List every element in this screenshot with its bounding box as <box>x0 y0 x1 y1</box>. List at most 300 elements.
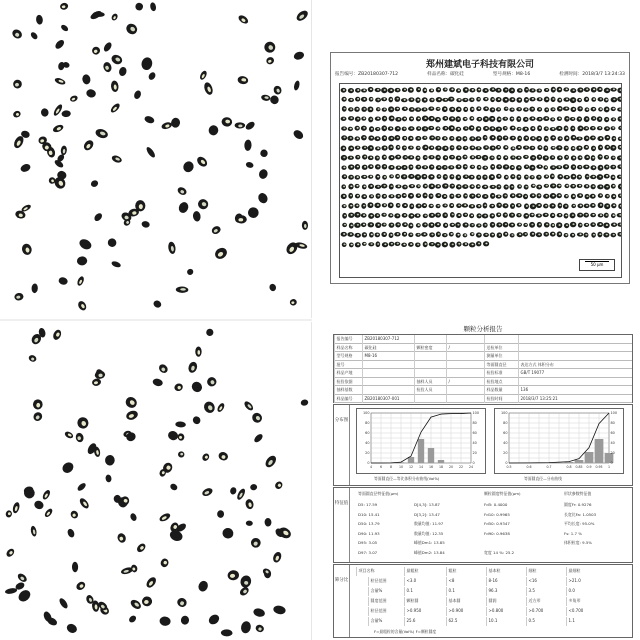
grain <box>449 136 454 141</box>
feature-value: 平均长度: 95.0% <box>564 521 595 526</box>
grain <box>611 184 616 189</box>
grain <box>557 117 562 121</box>
grain <box>469 193 475 198</box>
grain <box>469 88 475 92</box>
grain <box>537 97 543 101</box>
grain <box>577 125 583 131</box>
grain <box>591 87 597 93</box>
grain <box>402 185 408 190</box>
feature-value: 宽度 14 %: 25.2 <box>484 549 515 555</box>
extra-cell: >0.800 <box>486 607 526 616</box>
extra-cell: 圆度范围 <box>368 597 408 606</box>
grain <box>483 97 489 101</box>
info-cell: 检验标准 <box>484 369 518 378</box>
y-tick-label: 100 <box>501 411 508 416</box>
grain <box>402 88 407 92</box>
grain <box>448 97 454 102</box>
grain <box>604 213 609 218</box>
grain <box>416 184 421 188</box>
grain <box>604 155 609 159</box>
sample-name: 样品名称：碳化硅 <box>427 72 464 77</box>
grain <box>530 126 535 131</box>
extra-cell: 含量% <box>368 617 408 626</box>
grain <box>618 145 622 150</box>
info-cell: 136 <box>518 386 634 395</box>
bar <box>585 452 594 463</box>
x-tick-label: 0.9 <box>586 465 592 469</box>
grain <box>449 174 454 179</box>
extra-cell: 0.5 <box>526 617 566 626</box>
grain <box>577 204 583 209</box>
grain <box>597 174 604 180</box>
grain <box>618 193 622 197</box>
grain <box>543 204 548 209</box>
grain <box>564 126 569 132</box>
grain <box>610 145 616 151</box>
extra-cell: 10.1 <box>486 617 526 626</box>
grain <box>584 223 589 227</box>
grain <box>409 184 415 188</box>
grain <box>483 222 488 227</box>
grain <box>510 193 516 198</box>
grain <box>456 145 462 150</box>
grain <box>563 106 570 110</box>
grain <box>584 116 590 122</box>
grain <box>503 212 508 217</box>
grain <box>355 88 361 93</box>
grain <box>422 136 427 140</box>
grain <box>604 203 610 209</box>
grain <box>455 127 461 132</box>
particle-analysis-report <box>333 322 633 640</box>
grain <box>388 126 394 131</box>
grain <box>529 116 535 120</box>
grain <box>442 146 449 152</box>
grain <box>449 194 454 199</box>
grain <box>395 135 401 141</box>
grain <box>577 193 583 198</box>
grain <box>496 202 502 208</box>
micrograph-frame <box>0 0 312 318</box>
grain <box>597 222 603 227</box>
grain <box>516 203 522 207</box>
grain <box>355 97 360 102</box>
grain <box>349 223 354 229</box>
grain <box>576 145 582 150</box>
grain <box>516 116 521 122</box>
grain <box>571 107 577 112</box>
grain <box>489 126 495 131</box>
grain <box>463 126 469 131</box>
grain <box>591 107 597 112</box>
grain <box>618 137 622 141</box>
grain <box>544 96 550 102</box>
extra-cell: <0.700 <box>566 607 606 616</box>
grain <box>529 106 535 111</box>
grain <box>470 165 475 169</box>
grain <box>476 194 481 199</box>
feature-value: 峰值Dm1: 13.85 <box>414 540 445 545</box>
grain <box>368 164 374 169</box>
x-tick-label: 0.7 <box>546 465 552 469</box>
grain <box>422 203 427 208</box>
info-cell: 送检单位 <box>484 344 518 353</box>
grain <box>443 223 448 228</box>
grain <box>463 193 468 199</box>
grain <box>381 213 386 217</box>
grain <box>604 117 609 122</box>
grain <box>416 146 421 151</box>
grain <box>436 232 441 238</box>
grain <box>604 126 610 131</box>
feature-value: D[3,2]: 13.47 <box>414 511 440 517</box>
grain <box>449 107 455 112</box>
grain <box>516 213 521 217</box>
feature-value: Fd90: 0.9638 <box>484 530 510 536</box>
grain <box>610 88 616 92</box>
grain <box>355 155 360 160</box>
grain <box>347 136 353 141</box>
y2-tick-label: 80 <box>472 421 477 426</box>
extra-cell: 3.5 <box>526 587 566 596</box>
grain <box>570 126 575 132</box>
grain <box>442 126 448 131</box>
scale-bar: 50 μm <box>579 259 615 271</box>
grain <box>435 126 440 130</box>
grain <box>530 136 536 141</box>
grain <box>342 242 347 247</box>
grain <box>590 135 596 140</box>
grain <box>496 145 501 150</box>
grain <box>591 146 596 152</box>
grain <box>611 156 616 161</box>
report-meta <box>335 71 625 81</box>
grain <box>591 116 597 121</box>
grain <box>456 174 462 180</box>
grain <box>550 183 556 188</box>
grain <box>537 89 542 93</box>
grain <box>611 175 616 181</box>
grain <box>523 146 529 150</box>
grain <box>489 156 494 161</box>
grain <box>475 136 481 141</box>
x-tick-label: 0.6 <box>526 465 532 469</box>
grain <box>442 233 448 237</box>
grain <box>355 194 360 199</box>
grain <box>517 127 522 131</box>
grain <box>503 135 509 140</box>
grain-grid-svg <box>340 84 622 278</box>
grain <box>490 97 495 102</box>
grain <box>354 107 360 112</box>
grain <box>550 165 556 170</box>
grain <box>591 97 596 102</box>
grain <box>497 232 503 238</box>
grain <box>361 175 367 179</box>
info-row <box>334 395 632 404</box>
grain <box>456 136 462 141</box>
grain <box>368 175 373 179</box>
grain <box>578 223 583 228</box>
grain <box>503 145 508 150</box>
grain <box>409 107 415 112</box>
grain <box>416 116 421 121</box>
grain <box>611 126 616 130</box>
grain <box>503 164 510 169</box>
x-tick-label: 8 <box>389 465 393 469</box>
grain <box>524 174 529 179</box>
grain <box>428 106 434 111</box>
info-cell <box>446 369 484 378</box>
grain <box>543 232 549 237</box>
x-tick-label: 22 <box>458 465 464 469</box>
grain <box>583 126 589 131</box>
grain <box>570 184 576 189</box>
x-tick-label: 10 <box>398 465 404 469</box>
grain <box>416 223 421 227</box>
grain <box>584 87 590 92</box>
grain <box>503 222 509 228</box>
grain <box>368 184 374 189</box>
grain <box>570 97 576 103</box>
grain <box>435 117 441 122</box>
extra-cell: <16 <box>526 577 566 586</box>
extra-cell: 1.1 <box>566 617 606 626</box>
grain <box>618 126 622 130</box>
grain <box>402 116 407 121</box>
info-cell: 等面圆直径 <box>484 361 518 370</box>
grain <box>355 126 360 131</box>
grain <box>442 242 448 248</box>
feature-value: 峰值Dm2: 13.84 <box>414 549 445 555</box>
grain <box>577 116 582 121</box>
extra-header-cell: 粗粒 <box>446 567 486 576</box>
y-tick-label: 20 <box>503 451 508 456</box>
info-cell: 检验依据 <box>334 378 362 387</box>
grain <box>463 213 468 218</box>
grain <box>422 126 429 131</box>
info-cell: 样品编号 <box>334 395 362 404</box>
company-name: 郑州建斌电子科技有限公司 <box>425 60 534 70</box>
extra-cell: 0.0 <box>566 587 606 596</box>
grain <box>401 98 408 102</box>
x-tick-label: 6 <box>379 465 383 469</box>
grain <box>463 146 469 150</box>
grain <box>450 223 456 227</box>
grain <box>590 165 596 170</box>
grain <box>388 194 394 198</box>
info-cell: 碳化硅 <box>362 344 414 353</box>
info-cell <box>518 352 634 361</box>
grain <box>348 203 353 209</box>
grain <box>401 243 407 247</box>
extra-header-cell: 最粗粒 <box>404 567 444 576</box>
grain <box>618 184 622 190</box>
grain <box>570 222 576 228</box>
grain <box>577 98 582 102</box>
grain <box>381 232 387 237</box>
extra-cell: 近方形 <box>526 597 566 606</box>
grain <box>361 97 367 102</box>
grain <box>415 97 420 103</box>
grain <box>503 155 508 160</box>
y-tick-label: 20 <box>365 451 370 456</box>
grain <box>448 165 454 169</box>
info-cell: 报告编号 <box>334 335 362 344</box>
grain <box>375 127 381 131</box>
grain <box>436 107 441 111</box>
y2-tick-label: 0 <box>472 461 475 466</box>
grain <box>516 107 522 111</box>
grain <box>477 87 482 92</box>
y2-tick-label: 20 <box>472 451 477 456</box>
grain <box>469 136 475 141</box>
bar <box>448 463 454 464</box>
grain <box>550 127 556 131</box>
feature-value: Fd10: 0.9965 <box>484 511 510 517</box>
y-tick-label: 40 <box>365 441 370 446</box>
info-cell: GB/T 19077 <box>518 369 634 378</box>
grain <box>375 98 381 103</box>
grain <box>395 242 401 246</box>
grain <box>529 222 535 228</box>
grain <box>388 88 394 93</box>
grain <box>408 223 413 229</box>
info-cell: ZB20180307-712 <box>362 335 414 344</box>
grain <box>354 212 361 218</box>
grain <box>375 164 381 169</box>
x-tick-label: 24 <box>468 465 474 469</box>
grain <box>496 174 501 179</box>
grain <box>476 213 481 218</box>
x-tick-label: 4 <box>369 465 373 469</box>
grain <box>617 164 622 169</box>
grain <box>578 155 583 160</box>
grain <box>564 213 569 218</box>
y-tick-label: 40 <box>503 441 508 446</box>
feature-value: D90: 11.93 <box>358 530 380 536</box>
x-tick-label: 0.8 <box>566 465 572 469</box>
grain <box>382 175 387 180</box>
grain <box>550 107 555 111</box>
grain <box>509 87 515 93</box>
grain <box>361 222 366 227</box>
grain <box>502 97 508 103</box>
y-tick-label: 100 <box>363 411 370 416</box>
model: 型号规格：M8-16 <box>492 72 531 77</box>
info-cell: ZB20180307-001 <box>362 395 414 404</box>
info-cell <box>446 335 484 344</box>
grain <box>361 107 367 112</box>
extra-cell: 多角形 <box>566 597 606 606</box>
grain <box>597 184 604 189</box>
grain <box>374 203 380 208</box>
grain <box>564 145 569 150</box>
grain <box>348 156 354 160</box>
grain <box>341 155 347 161</box>
grain <box>597 116 602 122</box>
bar <box>595 439 604 463</box>
grain <box>483 145 489 150</box>
grain <box>462 155 467 160</box>
grain <box>584 204 590 209</box>
extra-cell: 0.1 <box>404 587 444 596</box>
grain <box>510 203 515 209</box>
grain <box>389 232 394 238</box>
grain <box>502 203 508 208</box>
grain <box>476 184 481 189</box>
grain <box>577 165 582 170</box>
bar <box>428 448 434 463</box>
grain <box>395 117 401 122</box>
grain <box>367 106 373 112</box>
grain <box>402 193 407 198</box>
report-no: 报告编号：ZB20180307-712 <box>335 72 399 77</box>
grain <box>354 233 361 238</box>
grain <box>597 136 603 141</box>
grain-grid <box>339 83 622 278</box>
extra-cell: 含量% <box>368 587 408 596</box>
grain <box>550 173 555 179</box>
grain <box>544 184 549 188</box>
grain <box>571 174 577 180</box>
grain <box>483 135 488 141</box>
grain-image-report <box>330 52 630 284</box>
grain <box>462 222 468 227</box>
grain <box>389 116 395 122</box>
info-cell <box>414 369 446 378</box>
grain <box>408 155 415 159</box>
grain <box>381 125 387 131</box>
grain <box>483 203 488 209</box>
grain <box>442 203 447 207</box>
grain <box>342 223 347 227</box>
grain <box>435 145 441 150</box>
grain <box>354 136 360 141</box>
y2-tick-label: 40 <box>610 441 615 446</box>
grain <box>422 165 428 169</box>
extra-cell: 粒径范围 <box>368 577 408 586</box>
grain <box>617 107 622 111</box>
grain <box>549 203 555 208</box>
grain <box>408 242 414 247</box>
info-cell <box>362 378 414 387</box>
grain <box>462 136 467 142</box>
grain <box>396 166 402 170</box>
grain <box>489 116 495 122</box>
grain <box>369 126 374 132</box>
grain <box>341 126 347 130</box>
grain <box>495 88 501 93</box>
grain <box>590 184 595 189</box>
grain <box>496 194 502 198</box>
grain <box>408 164 413 170</box>
grain <box>395 88 401 92</box>
grain <box>367 202 373 208</box>
micrograph-frame <box>0 322 312 640</box>
grain <box>604 174 610 179</box>
extra-footer: F=最粗粒的含量(Vol%) F=颗粒圆度 <box>374 629 437 634</box>
info-cell <box>484 335 518 344</box>
grain <box>394 232 400 237</box>
bar <box>438 460 444 463</box>
chart-left-svg <box>357 409 485 473</box>
grain <box>368 135 374 140</box>
grain <box>470 232 475 236</box>
grain <box>415 233 420 237</box>
grain <box>503 232 508 237</box>
grain <box>529 97 535 101</box>
